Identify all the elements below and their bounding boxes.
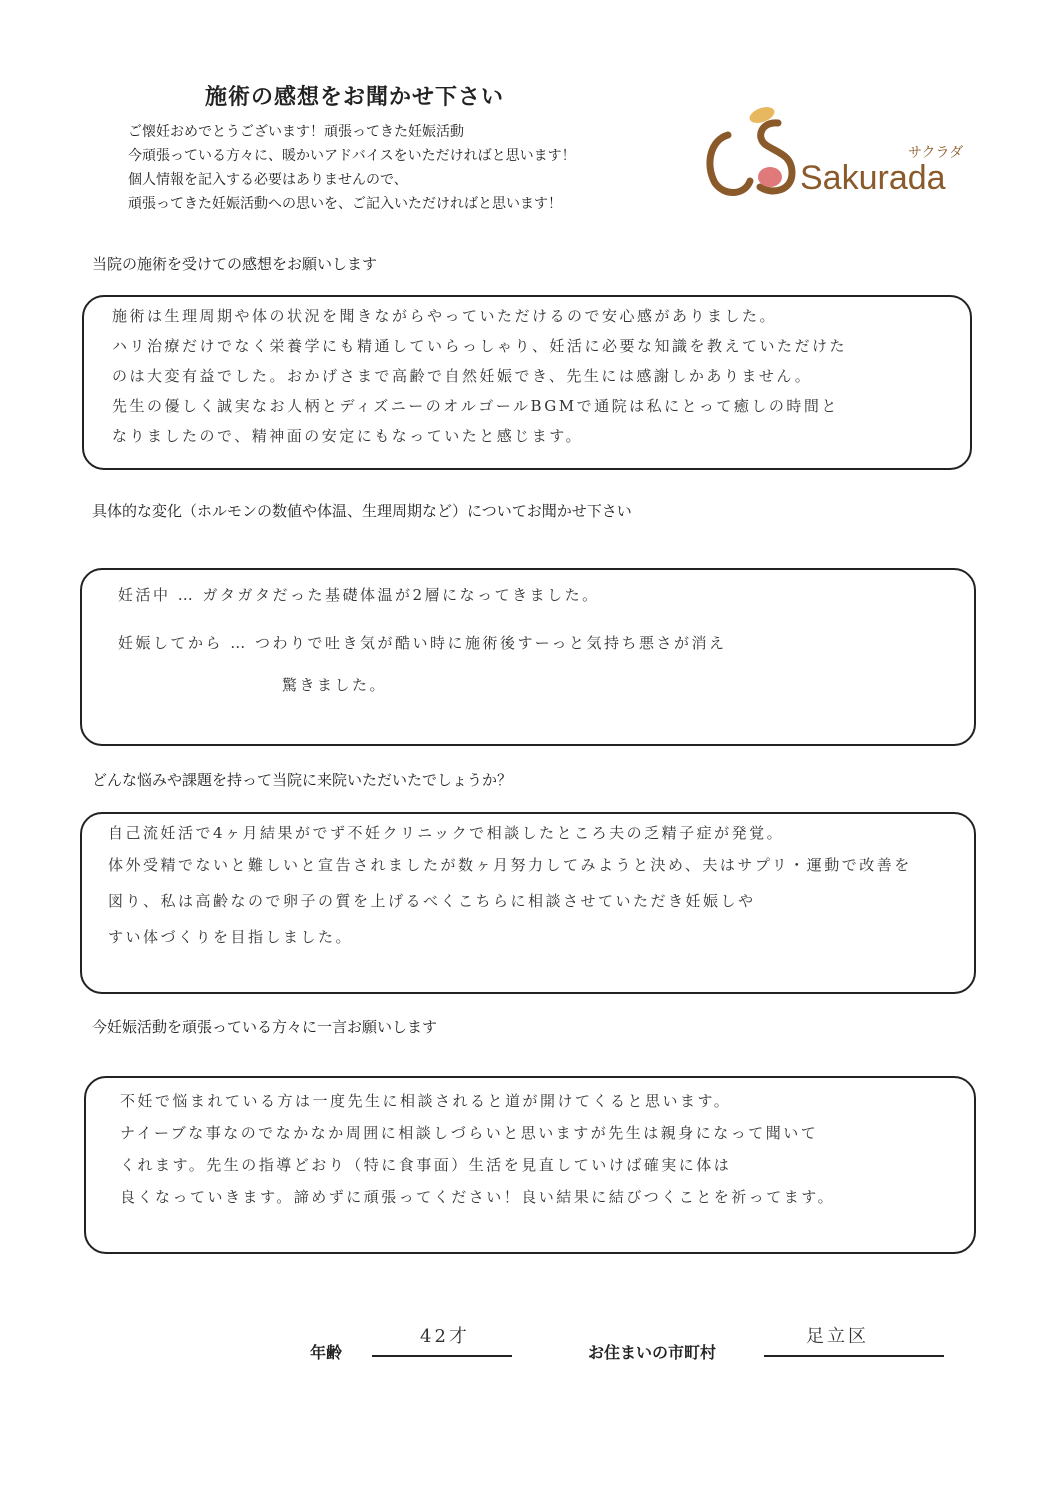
- answer-line: なりましたので、精神面の安定にもなっていたと感じます。: [112, 427, 584, 445]
- answer-line: くれます。先生の指導どおり（特に食事面）生活を見直していけば確実に体は: [120, 1156, 732, 1174]
- answer-line: 自己流妊活で4ヶ月結果がでず不妊クリニックで相談したところ夫の乏精子症が発覚。: [108, 824, 785, 842]
- form-title: 施術の感想をお聞かせ下さい: [205, 85, 505, 110]
- logo-name: Sakurada: [800, 159, 946, 197]
- city-value: 足立区: [806, 1326, 869, 1347]
- answer-box-concerns: [80, 812, 976, 994]
- intro-line: 個人情報を記入する必要はありませんので、: [128, 172, 408, 188]
- intro-line: ご懐妊おめでとうございます！頑張ってきた妊娠活動: [128, 124, 464, 140]
- answer-line: 妊活中 … ガタガタだった基礎体温が2層になってきました。: [118, 586, 600, 604]
- age-label: 年齢: [310, 1343, 343, 1362]
- intro-text: [128, 120, 576, 216]
- answer-line: 図り、私は高齢なので卵子の質を上げるべくこちらに相談させていただき妊娠しや: [108, 892, 756, 910]
- logo-mark-icon: [700, 95, 990, 215]
- intro-line: 今頑張っている方々に、暖かいアドバイスをいただければと思います！: [128, 148, 576, 164]
- intro-line: 頑張ってきた妊娠活動への思いを、ご記入いただければと思います！: [128, 196, 562, 212]
- answer-line: 妊娠してから … つわりで吐き気が酷い時に施術後すーっと気持ち悪さが消え: [118, 634, 727, 652]
- answer-line: すい体づくりを目指しました。: [108, 928, 354, 946]
- age-value: 42才: [420, 1326, 470, 1347]
- answer-line: 先生の優しく誠実なお人柄とディズニーのオルゴールBGMで通院は私にとって癒しの時間と: [112, 397, 839, 415]
- answer-line: 体外受精でないと難しいと宣告されましたが数ヶ月努力してみようと決め、夫はサプリ・運動で改善を: [108, 856, 912, 874]
- logo-kana: サクラダ: [908, 145, 964, 161]
- answer-line: 良くなっていきます。諦めずに頑張ってください！良い結果に結びつくことを祈ってます。: [120, 1188, 836, 1206]
- answer-line: ナイーブな事なのでなかなか周囲に相談しづらいと思いますが先生は親身になって聞いて: [120, 1124, 819, 1142]
- question-impressions: 当院の施術を受けての感想をお願いします: [92, 255, 378, 273]
- answer-line: のは大変有益でした。おかげさまで高齢で自然妊娠でき、先生には感謝しかありません。: [112, 367, 813, 385]
- answer-line: 驚きました。: [282, 676, 388, 694]
- city-label: お住まいの市町村: [588, 1343, 717, 1362]
- age-underline: [372, 1355, 512, 1357]
- answer-line: 施術は生理周期や体の状況を聞きながらやっていただけるので安心感がありました。: [112, 307, 778, 325]
- question-message: 今妊娠活動を頑張っている方々に一言お願いします: [92, 1018, 438, 1036]
- answer-box-impressions: [82, 295, 972, 470]
- sakurada-logo: [700, 95, 990, 215]
- answer-line: 不妊で悩まれている方は一度先生に相談されると道が開けてくると思います。: [120, 1092, 732, 1110]
- answer-box-changes: [80, 568, 976, 746]
- answer-box-message: [84, 1076, 976, 1254]
- question-changes: 具体的な変化（ホルモンの数値や体温、生理周期など）についてお聞かせ下さい: [92, 502, 632, 520]
- question-concerns: どんな悩みや課題を持って当院に来院いただいたでしょうか？: [92, 771, 513, 789]
- answer-line: ハリ治療だけでなく栄養学にも精通していらっしゃり、妊活に必要な知識を教えていただけた: [112, 337, 848, 355]
- city-underline: [764, 1355, 944, 1357]
